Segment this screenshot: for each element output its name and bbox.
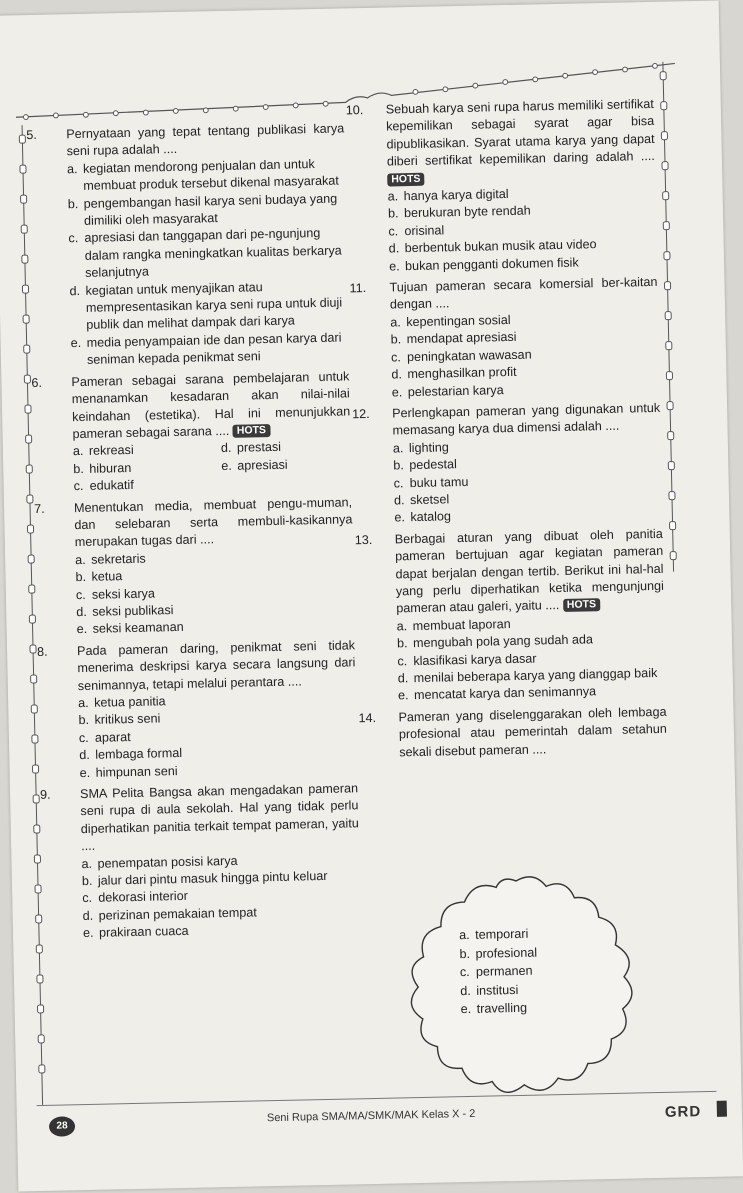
option-text: perizinan pemakaian tempat (98, 905, 257, 923)
book-title: Seni Rupa SMA/MA/SMK/MAK Kelas X - 2 (266, 1107, 476, 1125)
option-letter: c. (459, 964, 470, 980)
option-letter: c. (68, 231, 79, 246)
option-text: permanen (475, 963, 533, 979)
option-letter: a. (81, 856, 93, 871)
option-text: jalur dari pintu masuk hingga pintu keluar (97, 868, 328, 888)
question-number: 5. (26, 127, 37, 143)
question-13 (355, 526, 667, 706)
question-body (395, 526, 667, 706)
option-text: travelling (476, 1000, 528, 1016)
option-text: menghasilkan profit (407, 364, 517, 382)
option-text: kegiatan untuk menyajikan atau mempresentasikan karya seni rupa untuk diuji publik dan melihat dampak dari karya (85, 279, 343, 333)
question-body (66, 120, 349, 369)
question-9 (40, 780, 361, 943)
option-text: pengembangan hasil karya seni budaya yang dimiliki oleh masyarakat (83, 191, 338, 228)
option-letter: e. (82, 926, 94, 941)
answer-option (70, 329, 349, 370)
question-11 (349, 274, 659, 402)
answer-options (396, 613, 666, 706)
option-text: seksi karya (91, 586, 156, 602)
hots-badge: HOTS (387, 172, 424, 186)
hots-badge: HOTS (233, 424, 270, 438)
answer-options (387, 183, 657, 276)
question-text (66, 120, 345, 161)
option-text: sketsel (409, 492, 450, 508)
option-text: edukatif (89, 478, 134, 493)
answer-option (68, 190, 347, 231)
option-text: mencatat karya dan senimannya (413, 684, 597, 703)
question-text-content: SMA Pelita Bangsa akan mengadakan pameran seni rupa di aula sekolah. Hal yang tidak perlu diperhatikan panitia terkait tempat pameran, yaitu .... (79, 781, 359, 854)
question-8 (37, 637, 358, 783)
option-letter: d. (220, 441, 232, 456)
option-letter: b. (81, 873, 93, 889)
option-text: hiburan (89, 460, 132, 476)
question-text-content: Pameran yang diselenggarakan oleh lembaga profesional atau pemerintah dalam setahun sekali disebut pameran .... (398, 704, 667, 760)
option-letter: a. (75, 552, 86, 567)
option-text: pedestal (409, 457, 458, 473)
question-number: 10. (345, 103, 364, 118)
option-letter: a. (387, 189, 399, 204)
question-body (71, 368, 351, 496)
question-number: 6. (31, 375, 43, 390)
option-text: seksi keamanan (92, 620, 184, 637)
question-7 (34, 494, 355, 640)
question-body (398, 704, 667, 762)
question-text-content: Pameran sebagai sarana pembelajaran untuk menanamkan kesadaran akan nilai-nilai keindahan (estetika). Hal ini menunjukkan pameran sebagai sarana .... (71, 369, 351, 442)
question-number: 9. (39, 787, 51, 802)
option-text: penempatan posisi karya (97, 853, 238, 871)
answer-options (78, 689, 358, 782)
option-letter: c. (397, 653, 408, 669)
option-text: aparat (94, 729, 131, 745)
option-text: prestasi (236, 440, 282, 456)
question-body (386, 96, 658, 276)
question-number: 7. (33, 501, 45, 516)
option-letter: e. (460, 1001, 472, 1017)
question-number: 14. (358, 710, 377, 726)
question-text (398, 704, 667, 762)
option-text: temporari (474, 926, 529, 942)
question-text (74, 494, 353, 552)
option-text: kritikus seni (94, 711, 161, 728)
option-letter: e. (388, 258, 400, 274)
question-number: 11. (349, 281, 367, 296)
option-text: lighting (408, 440, 449, 455)
option-text: mengubah pola yang sudah ada (412, 632, 594, 651)
option-text: hanya karya digital (403, 187, 509, 204)
option-letter: e. (70, 335, 82, 351)
option-letter: e. (79, 765, 91, 780)
question-number: 12. (352, 406, 370, 422)
answer-options (67, 155, 349, 370)
option-letter: d. (82, 908, 94, 923)
option-text: kegiatan mendorong penjualan dan untuk membuat produk tersebut dikenal masyarakat (82, 156, 339, 194)
option-text: rekreasi (88, 443, 134, 459)
answer-option (460, 999, 538, 1019)
question-text-content: Pernyataan yang tepat tentang publikasi karya seni rupa adalah .... (66, 121, 345, 159)
publisher-logo: GRD (664, 1103, 702, 1121)
option-letter: d. (69, 283, 81, 298)
option-text: ketua (91, 569, 123, 584)
answer-option (460, 980, 538, 1000)
option-letter: a. (66, 161, 78, 177)
answer-option (68, 225, 347, 283)
option-letter: a. (78, 695, 89, 711)
textbook-page (0, 1, 743, 1192)
answer-option (73, 475, 221, 496)
option-letter: d. (393, 493, 405, 508)
question-text (71, 368, 350, 443)
option-text: kepentingan sosial (406, 312, 511, 330)
question-12 (352, 400, 662, 528)
question-number: 8. (36, 644, 48, 659)
answer-options (75, 546, 355, 639)
answer-option (69, 277, 348, 335)
option-text: sekretaris (91, 551, 146, 567)
question-14 (358, 704, 667, 763)
option-letter: b. (387, 206, 399, 221)
question-14-options (459, 925, 539, 1019)
option-letter: d. (79, 748, 90, 763)
question-body (80, 780, 361, 942)
option-letter: b. (75, 570, 87, 585)
option-letter: c. (78, 730, 89, 745)
question-text-content: Pada pameran daring, penikmat seni tidak menerima deskripsi karya secara langsung dari senimannya, tetapi melalui perantara .... (76, 638, 356, 693)
page-footer (37, 1091, 728, 1145)
option-letter: b. (78, 713, 90, 728)
option-text: institusi (476, 982, 519, 998)
option-text: ketua panitia (94, 694, 166, 710)
option-text: membuat laporan (412, 616, 511, 633)
option-text: apresiasi dan tanggapan dari pe-ngunjung dalam rangka meningkatkan kualitas berkarya selanjutnya (84, 226, 342, 281)
option-letter: c. (75, 587, 86, 602)
question-body (389, 274, 659, 401)
option-letter: b. (67, 196, 79, 211)
answer-option (459, 925, 537, 945)
question-body (77, 637, 358, 782)
footer-divider (37, 1091, 717, 1106)
option-letter: e. (221, 458, 232, 473)
question-text (80, 780, 359, 855)
question-text (77, 637, 356, 695)
option-text: buku tamu (409, 474, 469, 490)
option-letter: c. (388, 224, 399, 239)
answer-option (459, 943, 537, 963)
option-letter: e. (391, 384, 403, 399)
option-letter: a. (392, 440, 404, 456)
left-column (26, 120, 361, 947)
publisher-logo-mark (717, 1101, 727, 1117)
answer-options (73, 438, 352, 496)
question-text-content: Perlengkapan pameran yang digunakan untuk memasang karya dua dimensi adalah .... (392, 400, 661, 438)
option-letter: e. (394, 510, 406, 525)
option-letter: b. (390, 332, 402, 347)
option-letter: d. (76, 604, 87, 620)
question-body (74, 494, 355, 639)
option-text: profesional (475, 945, 538, 961)
answer-option (221, 455, 351, 475)
option-text: bukan pengganti dokumen fisik (404, 255, 579, 273)
answer-option (460, 962, 538, 982)
option-letter: a. (458, 927, 470, 943)
option-text: seksi publikasi (92, 603, 174, 619)
question-number: 13. (354, 532, 373, 548)
question-body (392, 400, 662, 527)
answer-option (67, 155, 346, 196)
right-column (346, 96, 668, 766)
option-text: mendapat apresiasi (406, 330, 517, 347)
question-text-content: Berbagai aturan yang dibuat oleh panitia pameran bertujuan agar kegiatan pameran dapat berjalan dengan tertib. Berikut ini hal-hal yang perlu diperhatikan ketika mengunjungi pameran atau galeri, yaitu .... (394, 526, 664, 616)
option-text: himpunan seni (95, 763, 178, 780)
option-text: prakiraan cuaca (98, 924, 189, 940)
option-letter: b. (393, 458, 404, 473)
hots-badge: HOTS (563, 599, 600, 613)
option-letter: c. (390, 349, 401, 365)
option-text: klasifikasi karya dasar (413, 651, 537, 668)
option-text: dekorasi interior (98, 889, 189, 906)
option-text: orisinal (404, 223, 445, 239)
question-text (395, 526, 665, 619)
option-letter: c. (393, 475, 404, 490)
option-text: apresiasi (237, 457, 288, 473)
question-text (386, 96, 656, 189)
question-text-content: Tujuan pameran secara komersial ber-kaitan dengan .... (389, 274, 658, 312)
question-6 (31, 368, 351, 496)
option-letter: d. (388, 241, 400, 256)
option-text: berukuran byte rendah (403, 203, 531, 221)
answer-options (390, 309, 660, 402)
option-letter: d. (397, 671, 409, 686)
answer-options (81, 850, 361, 943)
option-text: media penyampaian ide dan pesan karya dari seniman kepada penikmat seni (86, 330, 342, 368)
question-text (392, 400, 661, 440)
option-text: menilai beberapa karya yang dianggap baik (413, 665, 658, 686)
question-text (389, 274, 658, 314)
option-text: lembaga formal (95, 746, 183, 762)
option-letter: b. (73, 461, 84, 476)
option-text: berbentuk bukan musik atau video (404, 237, 597, 256)
question-text-content: Menentukan media, membuat pengu-muman, dan selebaran serta membuli-kasikannya merupakan tugas dari .... (73, 494, 353, 550)
option-letter: d. (460, 983, 471, 998)
option-letter: e. (397, 688, 409, 703)
option-text: peningkatan wawasan (406, 347, 532, 364)
option-text: katalog (410, 509, 452, 525)
option-letter: d. (391, 367, 403, 382)
option-letter: c. (82, 891, 93, 906)
option-letter: b. (459, 946, 471, 961)
question-text-content: Sebuah karya seni rupa harus memiliki sertifikat kepemilikan sebagai syarat agar bisa dipublikasikan. Syarat utama karya yang dapat diberi sertifikat kepemilikan daring adalah .... (385, 96, 655, 169)
page-number: 28 (49, 1116, 75, 1137)
question-5 (26, 120, 349, 370)
option-text: pelestarian karya (407, 382, 504, 399)
option-letter: e. (76, 622, 88, 637)
option-letter: a. (390, 315, 401, 330)
option-letter: a. (72, 444, 84, 459)
question-10 (346, 96, 658, 276)
option-letter: c. (73, 479, 84, 494)
answer-options (393, 435, 663, 528)
option-letter: b. (396, 636, 408, 651)
option-letter: a. (396, 618, 408, 634)
